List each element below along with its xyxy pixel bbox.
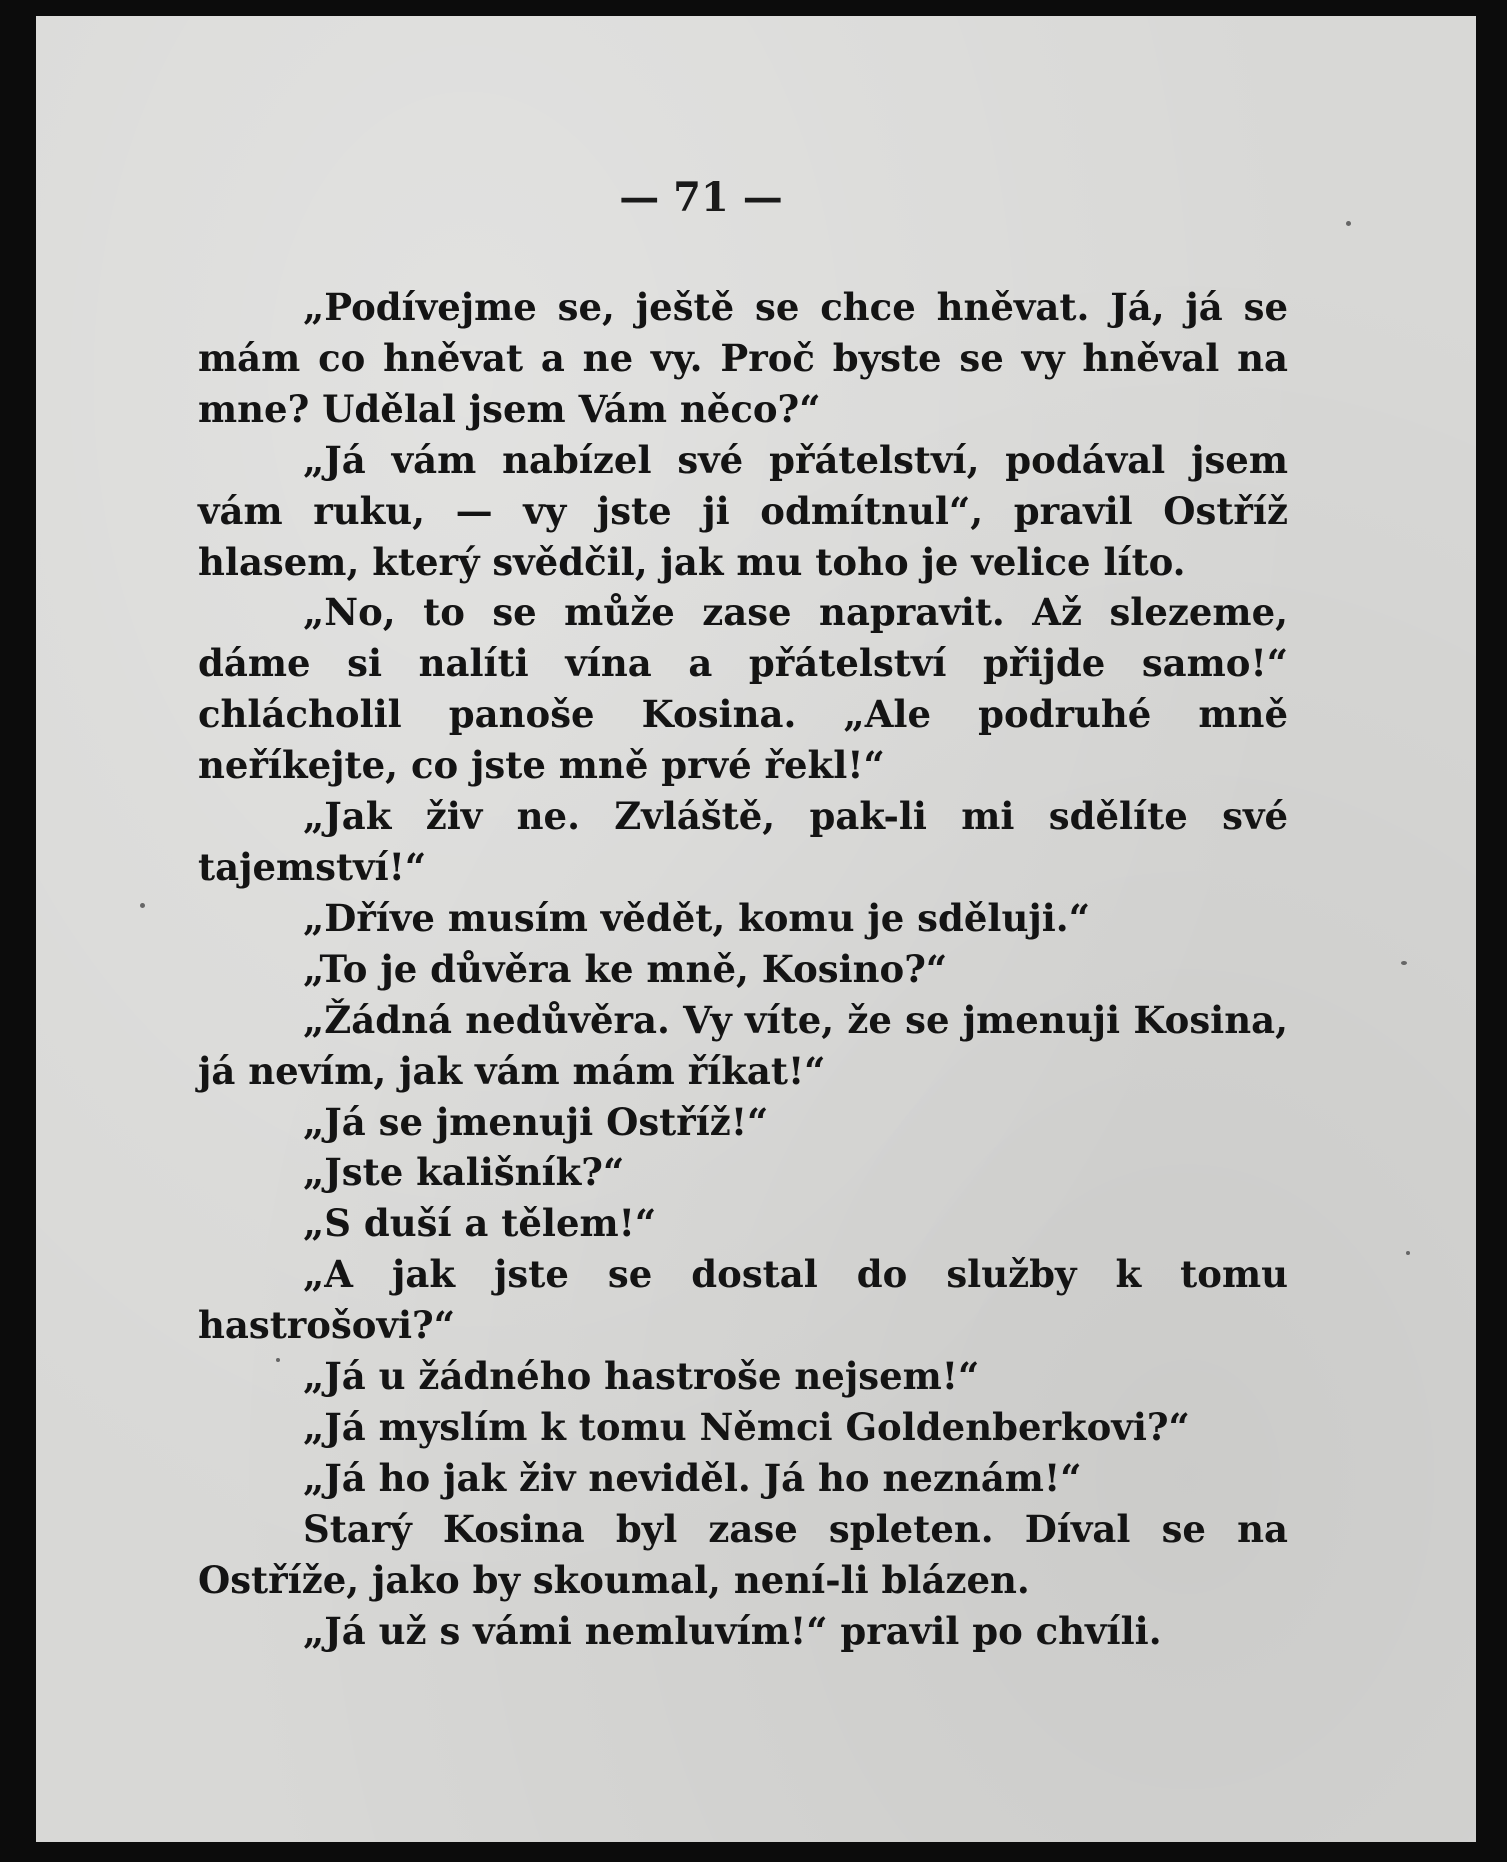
paragraph: „Dříve musím vědět, komu je sděluji.“ <box>303 895 1090 940</box>
scan-speck <box>1406 1251 1410 1255</box>
scan-speck <box>1346 221 1351 226</box>
book-page <box>36 16 1476 1842</box>
paragraph: „S duší a tělem!“ <box>303 1201 657 1246</box>
scan-speck <box>1401 961 1407 965</box>
paragraph: „Žádná nedůvěra. Vy víte, že se jmenuji Kosina, já nevím, jak vám mám říkat!“ <box>198 997 1288 1093</box>
paragraph: „No, to se může zase napravit. Až slezeme, dáme si nalíti vína a přátelství přijde samo!“ chlácholil panoše Kosina. „Ale podruhé mně neříkejte, co jste mně prvé řekl!“ <box>198 590 1288 788</box>
paragraph: „To je důvěra ke mně, Kosino?“ <box>303 946 948 991</box>
paragraph: „Já se jmenuji Ostříž!“ <box>303 1099 769 1144</box>
paragraph: „Já už s vámi nemluvím!“ pravil po chvíli. <box>303 1608 1162 1653</box>
paragraph: „Já u žádného hastroše nejsem!“ <box>303 1354 980 1399</box>
scan-speck <box>276 1358 280 1362</box>
paragraph: „Jak živ ne. Zvláště, pak-li mi sdělíte své tajemství!“ <box>198 794 1288 889</box>
page-number: — 71 — <box>619 174 783 221</box>
paragraph: Starý Kosina byl zase spleten. Díval se na Ostříže, jako by skoumal, není-li blázen. <box>198 1506 1288 1602</box>
paragraph: „A jak jste se dostal do služby k tomu hastrošovi?“ <box>198 1252 1288 1348</box>
body-text <box>198 282 1288 1656</box>
paragraph: „Já ho jak živ neviděl. Já ho neznám!“ <box>303 1455 1082 1500</box>
paragraph: „Já myslím k tomu Němci Goldenberkovi?“ <box>303 1404 1190 1449</box>
scan-speck <box>140 903 145 908</box>
paragraph: „Podívejme se, ještě se chce hněvat. Já, já se mám co hněvat a ne vy. Proč byste se vy hněval na mne? Udělal jsem Vám něco?“ <box>198 285 1288 431</box>
paragraph: „Já vám nabízel své přátelství, podával jsem vám ruku, — vy jste ji odmítnul“, pravil Ostříž hlasem, který svědčil, jak mu toho je velice líto. <box>198 437 1288 584</box>
paragraph: „Jste kališník?“ <box>303 1150 625 1195</box>
